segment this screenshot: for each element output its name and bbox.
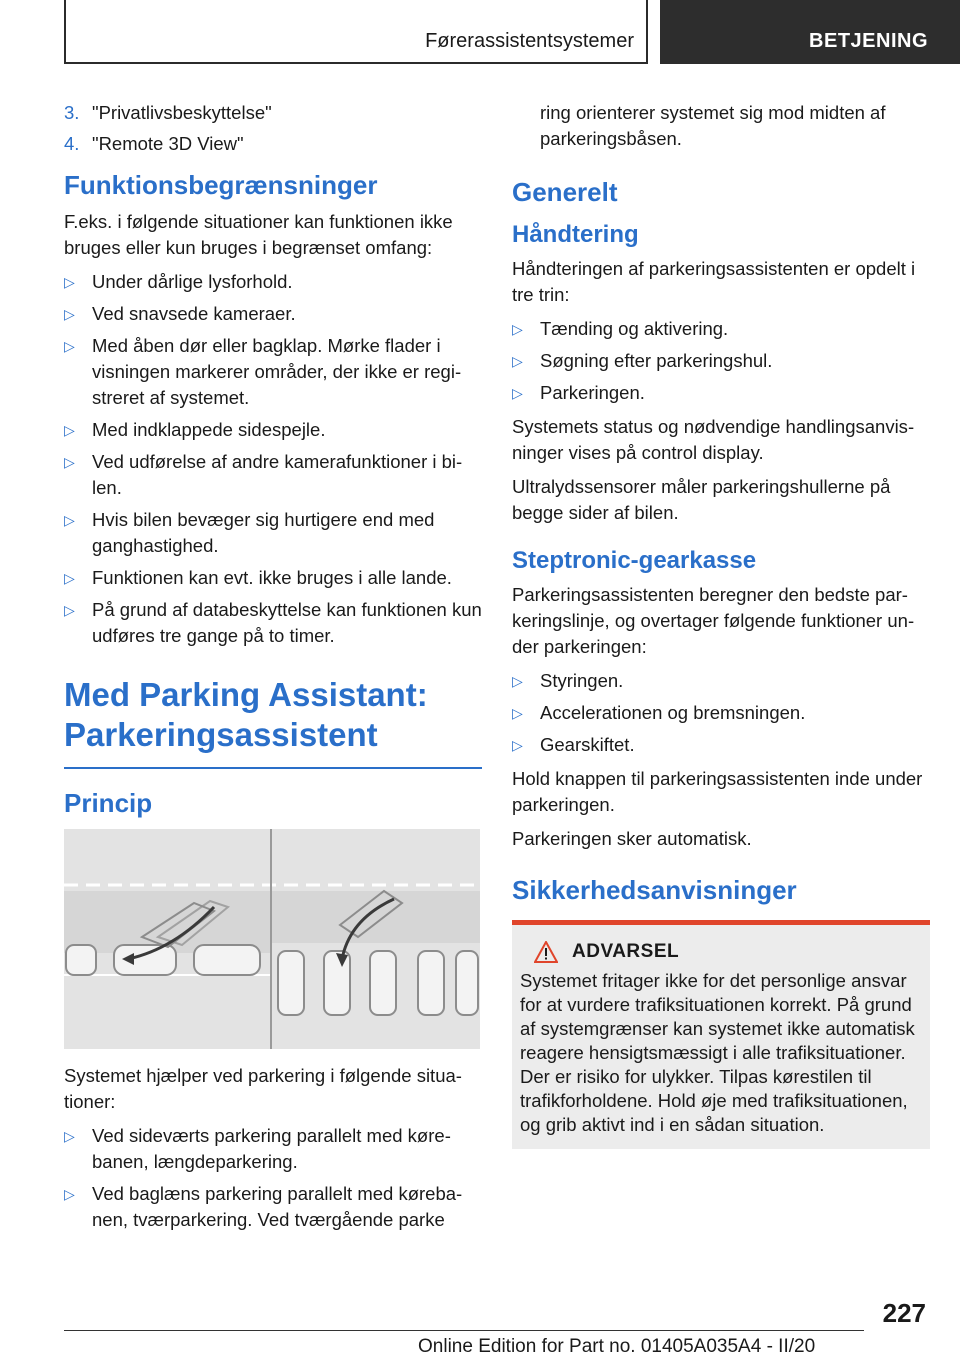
- list-item: [512, 732, 930, 758]
- main-heading-line1: Med Parking Assistant:: [64, 676, 428, 713]
- handtering-list: [512, 316, 930, 406]
- bullet-triangle-icon: ▷: [64, 1128, 75, 1144]
- bullet-triangle-icon: ▷: [64, 1186, 75, 1202]
- header-section-box: [660, 0, 960, 64]
- footer-rule: [64, 1330, 864, 1331]
- bullet-triangle-icon: ▷: [64, 570, 75, 586]
- steptronic-list: [512, 668, 930, 758]
- footer-edition: Online Edition for Part no. 01405A035A4 - II/20: [418, 1336, 816, 1357]
- auto-text: Parkeringen sker automatisk.: [512, 828, 752, 849]
- right-column: [512, 100, 930, 1149]
- item-text: Ved baglæns parkering parallelt med kørebanen, tværparkering. Ved tværgående parke: [92, 1183, 463, 1230]
- item-text: "Privatlivsbeskyttelse": [92, 102, 272, 123]
- item-text: Accelerationen og bremsningen.: [540, 702, 806, 723]
- limits-heading: Funktionsbegrænsninger: [64, 170, 378, 200]
- list-item: [512, 380, 930, 406]
- handtering-text: Håndteringen af parkeringsassistenten er opdelt i tre trin:: [512, 258, 916, 305]
- bullet-triangle-icon: ▷: [64, 306, 75, 322]
- list-item: [64, 449, 482, 501]
- warning-title: ADVARSEL: [572, 941, 680, 962]
- bullet-triangle-icon: ▷: [64, 338, 75, 354]
- list-item: [64, 1181, 482, 1233]
- list-item: [512, 668, 930, 694]
- princip-text: Systemet hjælper ved parkering i følgende situationer:: [64, 1065, 462, 1112]
- parking-illustration: [64, 829, 480, 1049]
- warning-triangle-icon: [534, 941, 558, 963]
- list-item: [64, 507, 482, 559]
- item-text: Tænding og aktivering.: [540, 318, 729, 339]
- bullet-triangle-icon: ▷: [512, 385, 523, 401]
- item-text: Styringen.: [540, 670, 624, 691]
- continued-text: ring orienterer systemet sig mod midten af parkeringsbåsen.: [540, 102, 886, 149]
- item-text: Under dårlige lysforhold.: [92, 271, 293, 292]
- main-heading-line2: Parkeringsassistent: [64, 716, 378, 753]
- generelt-heading: Generelt: [512, 177, 618, 207]
- item-text: "Remote 3D View": [92, 133, 244, 154]
- item-text: Ved sideværts parkering parallelt med kørebanen, længdeparkering.: [92, 1125, 451, 1172]
- bullet-triangle-icon: ▷: [64, 454, 75, 470]
- header-section: BETJENING: [809, 30, 928, 52]
- item-text: På grund af databeskyttelse kan funktionen kun udføres tre gange på to timer.: [92, 599, 482, 646]
- item-text: Funktionen kan evt. ikke bruges i alle lande.: [92, 567, 452, 588]
- list-item: [64, 565, 482, 591]
- handtering-heading: Håndtering: [512, 221, 639, 248]
- left-column: [64, 100, 482, 1241]
- car-icon: [66, 945, 260, 975]
- bullet-triangle-icon: ▷: [64, 602, 75, 618]
- bullet-triangle-icon: ▷: [64, 512, 75, 528]
- limits-intro: F.eks. i følgende situationer kan funktionen ikke bruges eller kun bruges i begrænset omfang:: [64, 211, 453, 258]
- main-heading: [64, 675, 482, 755]
- item-text: Gearskiftet.: [540, 734, 635, 755]
- bullet-triangle-icon: ▷: [512, 353, 523, 369]
- item-text: Med åben dør eller bagklap. Mørke flader i visningen markerer områder, der ikke er registreret af systemet.: [92, 335, 462, 408]
- page-number: 227: [882, 1298, 926, 1328]
- limits-list: [64, 269, 482, 649]
- header-title: Førerassistentsystemer: [425, 30, 634, 52]
- bullet-triangle-icon: ▷: [64, 274, 75, 290]
- sensor-text: Ultralydssensorer måler parkeringshullerne på begge sider af bilen.: [512, 476, 891, 523]
- list-item: [512, 348, 930, 374]
- bullet-triangle-icon: ▷: [512, 737, 523, 753]
- heading-rule: [64, 767, 482, 769]
- status-text: Systemets status og nødvendige handlingsanvisninger vises på control display.: [512, 416, 915, 463]
- item-text: Med indklappede sidespejle.: [92, 419, 326, 440]
- item-text: Parkeringen.: [540, 382, 645, 403]
- bullet-triangle-icon: ▷: [512, 705, 523, 721]
- item-text: Ved udførelse af andre kamerafunktioner i bilen.: [92, 451, 463, 498]
- warning-header: [534, 941, 922, 963]
- list-item: [64, 1123, 482, 1175]
- safety-heading: Sikkerhedsanvisninger: [512, 875, 797, 905]
- list-item: [64, 269, 482, 295]
- list-item: [512, 316, 930, 342]
- item-text: Hvis bilen bevæger sig hurtigere end med ganghastighed.: [92, 509, 435, 556]
- item-text: Søgning efter parkeringshul.: [540, 350, 773, 371]
- bullet-triangle-icon: ▷: [512, 321, 523, 337]
- list-item: [64, 597, 482, 649]
- list-item: [64, 131, 482, 157]
- princip-heading: Princip: [64, 788, 153, 818]
- header-title-box: [64, 0, 648, 64]
- warning-text: Systemet fritager ikke for det personlige ansvar for at vurdere trafiksituationen korrekt. På grund af systemgrænser kan systemet ikke automatisk reagere hensigtsmæssigt i alle trafiksituationer. Der er risiko for ulykker. Tilpas kørestilen til trafikforholdene. Hold øje med trafiksituationen, og grib aktivt ind i en sådan situation.: [520, 970, 915, 1135]
- numbered-list: [64, 100, 482, 157]
- bullet-triangle-icon: ▷: [64, 422, 75, 438]
- list-item: [64, 100, 482, 126]
- item-number: 4.: [64, 133, 80, 154]
- item-text: Ved snavsede kameraer.: [92, 303, 296, 324]
- hold-text: Hold knappen til parkeringsassistenten inde under parkeringen.: [512, 768, 923, 815]
- list-item: [64, 417, 482, 443]
- princip-list: [64, 1123, 482, 1233]
- list-item: [64, 333, 482, 411]
- bullet-triangle-icon: ▷: [512, 673, 523, 689]
- list-item: [512, 700, 930, 726]
- item-number: 3.: [64, 102, 80, 123]
- warning-box: [512, 920, 930, 1149]
- list-item: [64, 301, 482, 327]
- steptronic-heading: Steptronic-gearkasse: [512, 547, 757, 574]
- steptronic-text: Parkeringsassistenten beregner den bedste parkeringslinje, og overtager følgende funktioner under parkeringen:: [512, 584, 915, 657]
